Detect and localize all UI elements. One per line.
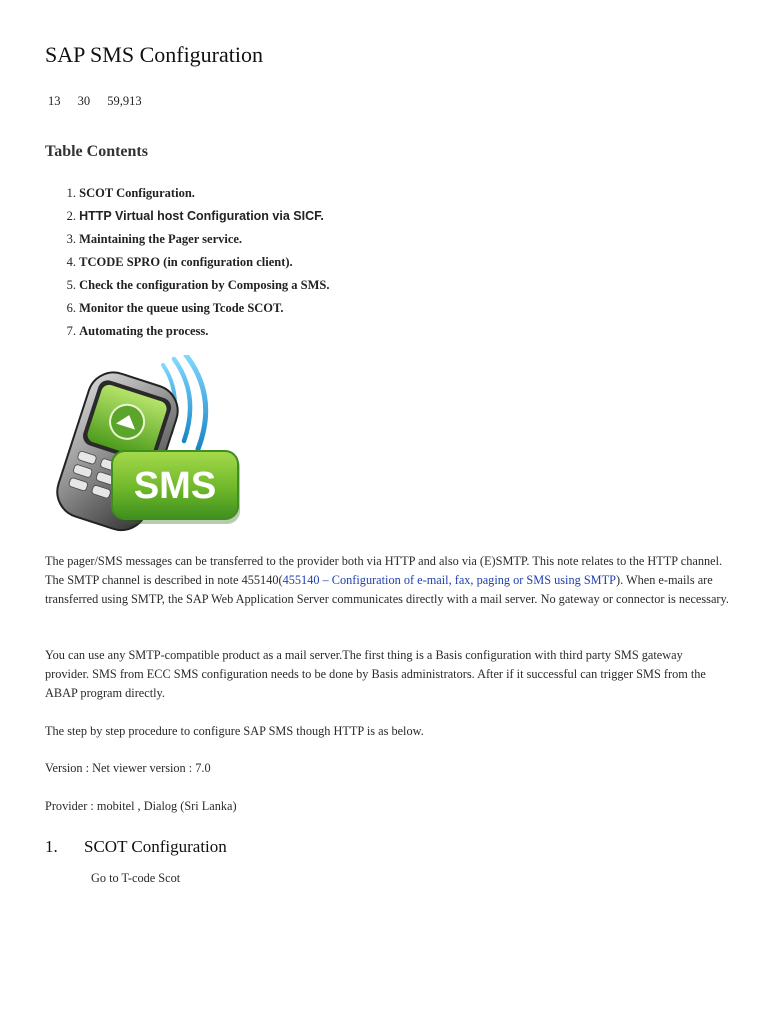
stat-value: 59,913 [107,94,142,108]
document-stats [48,94,156,109]
toc-item[interactable] [45,206,330,229]
stat-value: 30 [77,94,91,108]
toc-item-label: Check the configuration by Composing a SMS. [79,278,330,292]
scot-instruction: Go to T-code Scot [91,871,181,885]
toc-item-number: 2. [66,209,76,223]
toc-item-label: Automating the process. [79,324,209,338]
sms-badge [112,451,240,524]
toc-heading: Table Contents [45,143,148,160]
sms-phone-icon [50,355,245,535]
section-number: 1. [45,837,58,856]
toc-item-number: 6. [66,301,76,315]
toc-item-label: TCODE SPRO (in configuration client). [79,255,293,269]
toc-item-number: 1. [66,186,76,200]
sap-note-link[interactable]: 455140 – Configuration of e-mail, fax, paging or SMS using SMTP [282,573,616,587]
intro-text-start: The pager/SMS messages can be transferred to the provider both via HTTP and also via (E)SMTP. This note relates to the HTTP channel. The SMTP channel is described in note 455140( [45,554,723,587]
toc-item[interactable] [45,252,330,275]
toc-item-label: SCOT Configuration. [79,186,195,200]
table-of-contents [45,183,330,344]
toc-item-number: 5. [66,278,76,292]
version-line: Version : Net viewer version : 7.0 [45,761,211,775]
provider-line: Provider : mobitel , Dialog (Sri Lanka) [45,799,237,813]
section-title: SCOT Configuration [84,837,227,856]
section-heading-scot [45,837,227,857]
toc-item-label: Monitor the queue using Tcode SCOT. [79,301,284,315]
stat-value: 13 [48,94,61,108]
toc-item[interactable] [45,275,330,298]
intro-text-end: ). When e-mails are transferred using SMTP, the SAP Web Application Server communicates directly with a mail server. No gateway or connector is necessary. [45,573,729,606]
document-title: SAP SMS Configuration [45,42,264,67]
toc-item[interactable] [45,229,330,252]
toc-item[interactable] [45,298,330,321]
intro-paragraph [45,552,735,609]
toc-item-number: 3. [66,232,76,246]
sms-phone-illustration [50,355,245,535]
toc-item-number: 7. [66,324,76,338]
smtp-paragraph: You can use any SMTP-compatible product as a mail server.The first thing is a Basis configuration with third party SMS gateway provider. SMS from ECC SMS configuration needs to be done by Basis administrators. After if it successful can trigger SMS from the ABAP program directly. [45,648,706,700]
procedure-paragraph: The step by step procedure to configure SAP SMS though HTTP is as below. [45,724,424,738]
sms-badge-label: SMS [133,465,217,507]
toc-item-number: 4. [66,255,76,269]
toc-item-label: HTTP Virtual host Configuration via SICF. [79,209,324,223]
toc-item[interactable] [45,321,330,344]
toc-item-label: Maintaining the Pager service. [79,232,243,246]
toc-item[interactable] [45,183,330,206]
